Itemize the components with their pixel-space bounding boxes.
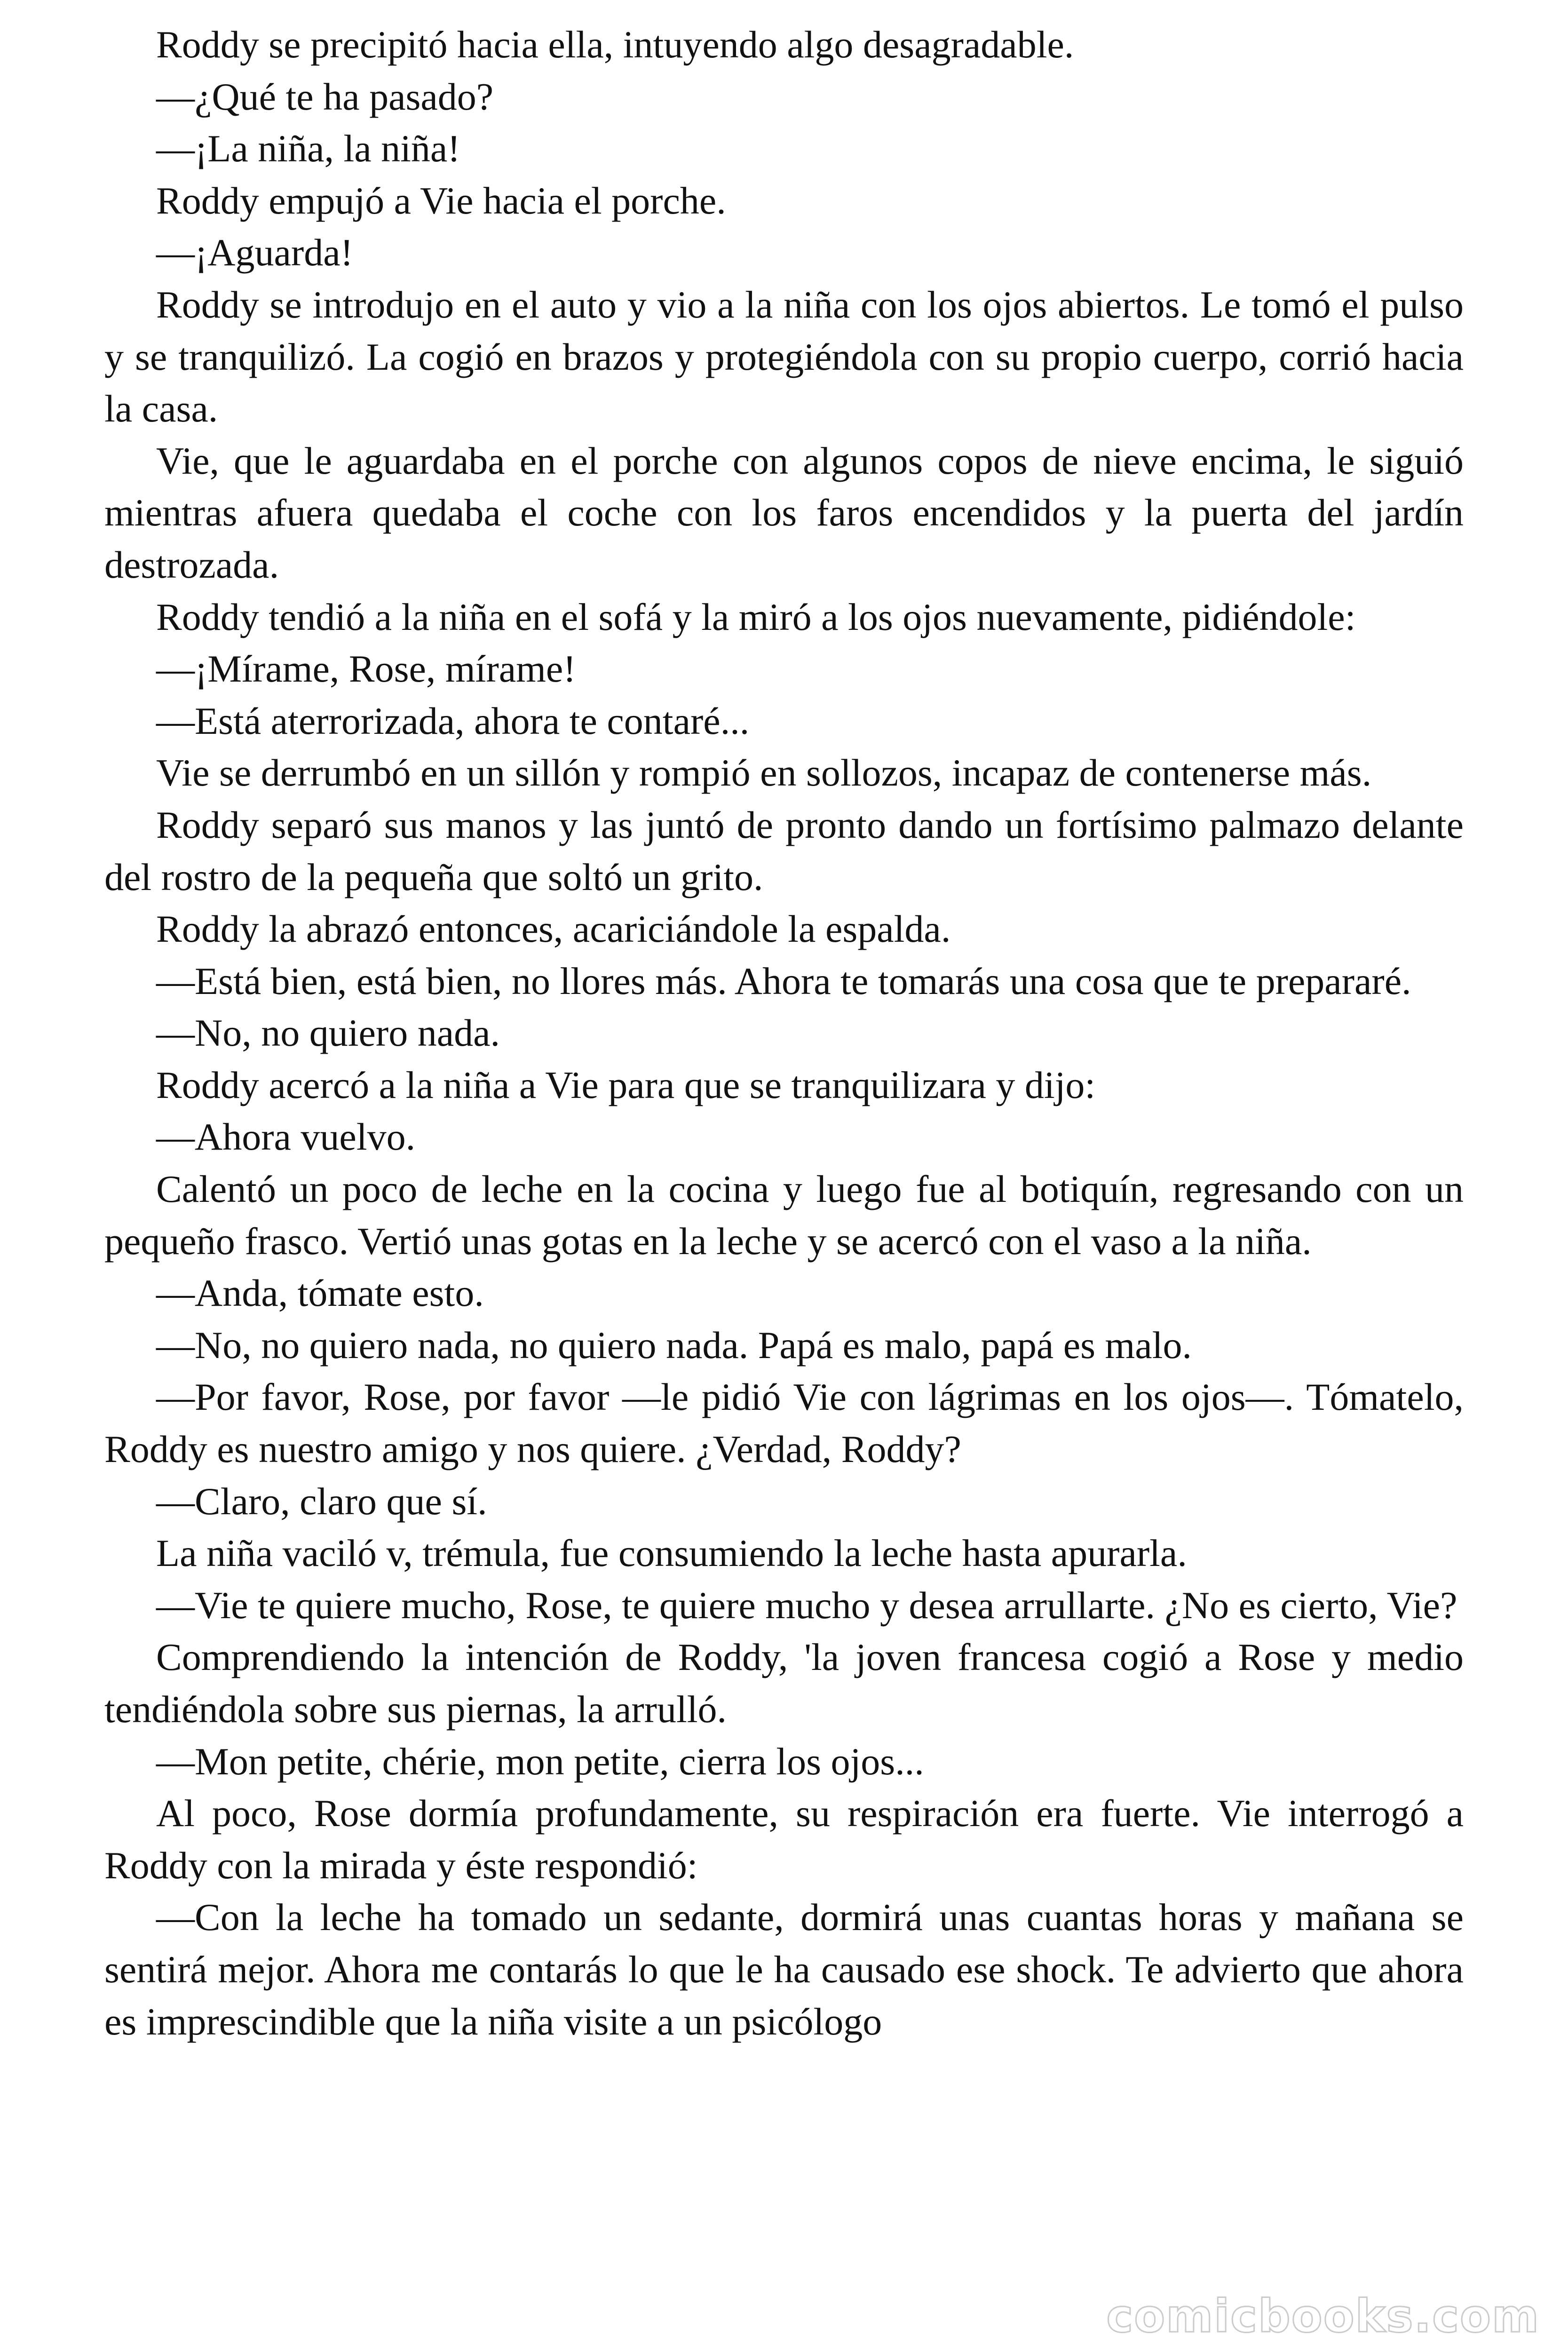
page-text — [104, 19, 1464, 2048]
paragraph-8: Roddy tendió a la niña en el sofá y la miró a los ojos nuevamente, pidiéndole: — [156, 595, 1356, 638]
paragraph-1: Roddy se precipitó hacia ella, intuyendo algo desagradable. — [156, 23, 1074, 66]
paragraph-14: —Está bien, está bien, no llores más. Ahora te tomarás una cosa que te prepararé. — [156, 959, 1411, 1002]
paragraph-16: Roddy acercó a la niña a Vie para que se tranquilizara y dijo: — [156, 1063, 1096, 1106]
paragraph-17: —Ahora vuelvo. — [156, 1115, 416, 1159]
paragraph-12: Roddy separó sus manos y las juntó de pronto dando un fortísimo palmazo delante del rostro de la pequeña que soltó un grito. — [104, 803, 1464, 898]
paragraph-22: —Claro, claro que sí. — [156, 1479, 487, 1523]
paragraph-25: Comprendiendo la intención de Roddy, 'la joven francesa cogió a Rose y medio tendiéndola sobre sus piernas, la arrulló. — [104, 1636, 1464, 1731]
paragraph-21: —Por favor, Rose, por favor —le pidió Vie con lágrimas en los ojos—. Tómatelo, Roddy es nuestro amigo y nos quiere. ¿Verdad, Roddy? — [104, 1375, 1464, 1471]
paragraph-6: Roddy se introdujo en el auto y vio a la niña con los ojos abiertos. Le tomó el pulso y se tranquilizó. La cogió en brazos y protegiéndola con su propio cuerpo, corrió hacia la casa. — [104, 283, 1464, 430]
paragraph-28: —Con la leche ha tomado un sedante, dormirá unas cuantas horas y mañana se sentirá mejor. Ahora me contarás lo que le ha causado ese shock. Te advierto que ahora es imprescindible que la niña visite a un psicólogo — [104, 1896, 1464, 2043]
paragraph-9: —¡Mírame, Rose, mírame! — [156, 647, 576, 691]
watermark-logo: comicbooks.com — [1106, 2290, 1540, 2343]
paragraph-2: —¿Qué te ha pasado? — [156, 75, 494, 118]
paragraph-19: —Anda, tómate esto. — [156, 1271, 484, 1315]
paragraph-18: Calentó un poco de leche en la cocina y luego fue al botiquín, regresando con un pequeño frasco. Vertió unas gotas en la leche y se acercó con el vaso a la niña. — [104, 1168, 1464, 1263]
paragraph-7: Vie, que le aguardaba en el porche con algunos copos de nieve encima, le siguió mientras afuera quedaba el coche con los faros encendidos y la puerta del jardín destrozada. — [104, 439, 1464, 586]
paragraph-20: —No, no quiero nada, no quiero nada. Papá es malo, papá es malo. — [156, 1323, 1192, 1367]
paragraph-24: —Vie te quiere mucho, Rose, te quiere mucho y desea arrullarte. ¿No es cierto, Vie? — [156, 1583, 1457, 1627]
paragraph-10: —Está aterrorizada, ahora te contaré... — [156, 699, 750, 742]
paragraph-23: La niña vaciló v, trémula, fue consumiendo la leche hasta apurarla. — [156, 1532, 1187, 1575]
paragraph-26: —Mon petite, chérie, mon petite, cierra los ojos... — [156, 1740, 924, 1783]
paragraph-5: —¡Aguarda! — [156, 231, 353, 274]
paragraph-4: Roddy empujó a Vie hacia el porche. — [156, 179, 726, 222]
paragraph-11: Vie se derrumbó en un sillón y rompió en sollozos, incapaz de contenerse más. — [156, 751, 1372, 795]
paragraph-27: Al poco, Rose dormía profundamente, su respiración era fuerte. Vie interrogó a Roddy con la mirada y éste respondió: — [104, 1792, 1464, 1887]
paragraph-15: —No, no quiero nada. — [156, 1011, 500, 1055]
paragraph-13: Roddy la abrazó entonces, acariciándole la espalda. — [156, 907, 951, 951]
paragraph-3: —¡La niña, la niña! — [156, 127, 460, 170]
